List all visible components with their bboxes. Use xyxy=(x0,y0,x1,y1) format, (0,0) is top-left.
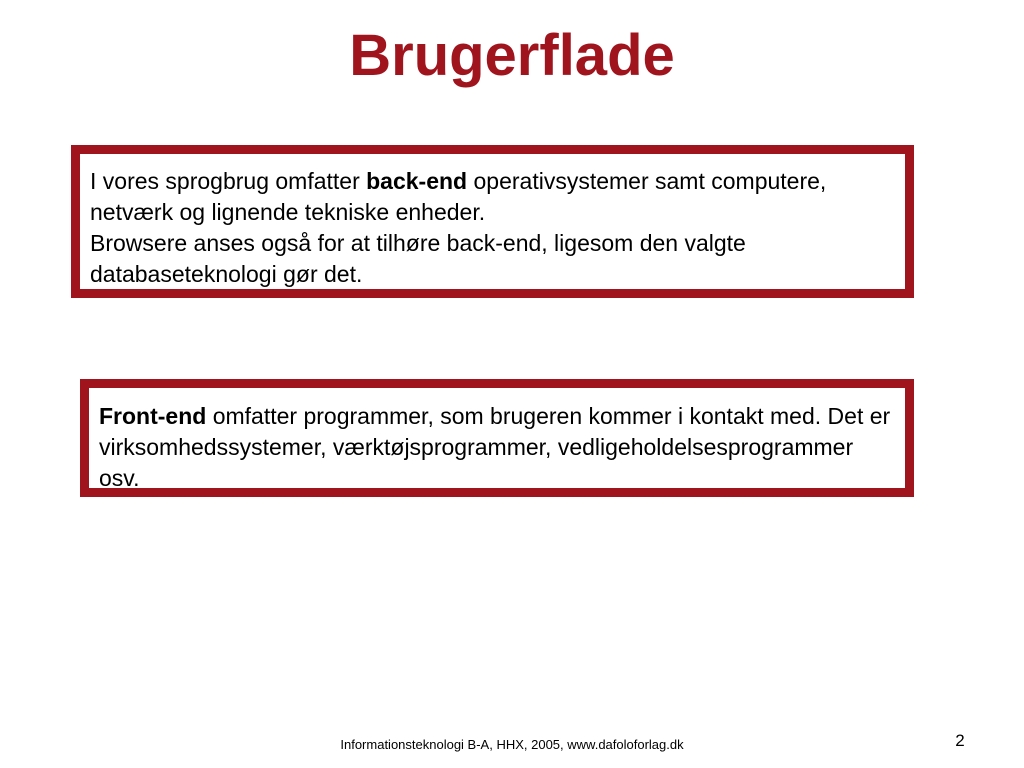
backend-term: back-end xyxy=(366,168,468,194)
backend-rest-text: operativsystemer samt computere, netværk og lignende tekniske enheder. xyxy=(90,168,827,225)
backend-paragraph-2: Browsere anses også for at tilhøre back-end, ligesom den valgte databaseteknologi gør det. xyxy=(90,230,746,287)
frontend-paragraph xyxy=(99,401,893,494)
backend-lead-text: I vores sprogbrug omfatter xyxy=(90,168,367,194)
backend-paragraph-1 xyxy=(90,166,893,228)
frontend-definition-box xyxy=(80,379,914,497)
slide-number: 2 xyxy=(955,731,965,750)
frontend-rest-text: omfatter programmer, som brugeren kommer i kontakt med. Det er virksomhedssystemer, værktøjsprogrammer, vedligeholdelsesprogrammer osv. xyxy=(99,403,891,491)
backend-definition-box xyxy=(71,145,914,298)
slide-title: Brugerflade xyxy=(349,23,675,88)
frontend-term: Front-end xyxy=(99,403,207,429)
slide-footer: Informationsteknologi B-A, HHX, 2005, www.dafoloforlag.dk xyxy=(340,737,684,752)
